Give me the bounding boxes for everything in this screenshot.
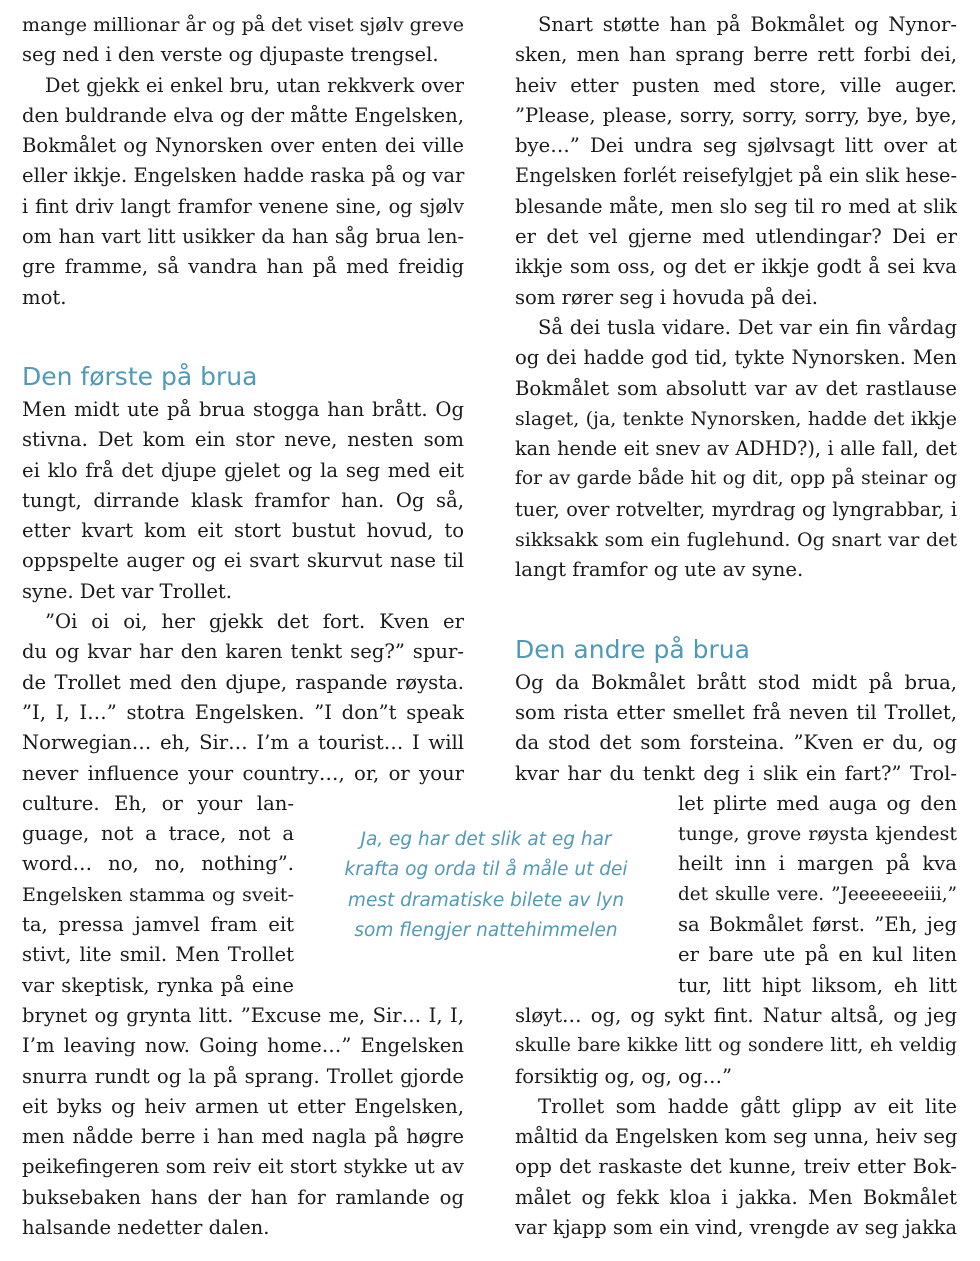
text-line: peikefingeren som reiv eit stort stykke ut av — [22, 1155, 464, 1179]
text-line: i fint driv langt framfor venene sine, og sjølv — [22, 194, 464, 218]
text-line: ”Please, please, sorry, sorry, sorry, bye, bye, — [515, 103, 957, 127]
text-line: ”Oi oi oi, her gjekk det fort. Kven er — [45, 610, 464, 634]
text-line: du og kvar har den karen tenkt seg?” spur- — [22, 640, 464, 664]
text-line: stivt, lite smil. Men Trollet — [22, 943, 294, 967]
section-heading: Den første på brua — [22, 361, 258, 391]
text-line: ei klo frå det djupe gjelet og la seg med eit — [22, 458, 464, 482]
text-line: stivna. Det kom ein stor neve, nesten som — [22, 428, 464, 452]
text-line: tungt, dirrande klask framfor han. Og så, — [22, 488, 464, 512]
text-line: Norwegian… eh, Sir… I’m a tourist… I will — [22, 731, 464, 755]
text-line: oppspelte auger og ei svart skurvut nase til — [22, 549, 464, 573]
text-line: var skeptisk, rynka på eine — [22, 973, 294, 997]
text-line: er det vel gjerne med utlendingar? Dei er — [515, 225, 957, 249]
text-line: for av garde både hit og dit, opp på steinar og — [515, 468, 957, 490]
text-line: blesande måte, men slo seg til ro med at slik — [515, 194, 957, 218]
text-line: sa Bokmålet først. ”Eh, jeg — [678, 913, 957, 937]
text-line: halsande nedetter dalen. — [22, 1215, 270, 1239]
text-line: Trollet som hadde gått glipp av eit lite — [538, 1094, 957, 1118]
text-line: målet og fekk kloa i jakka. Men Bokmålet — [515, 1185, 957, 1209]
text-line: sløyt… og, og sykt fint. Natur altså, og jeg — [515, 1003, 957, 1027]
text-line: tunge, grove røysta kjendest — [678, 823, 957, 846]
text-line: men nådde berre i han med nagla på høgre — [22, 1125, 464, 1149]
text-line: måltid da Engelsken kom seg unna, heiv seg — [515, 1125, 958, 1149]
text-line: syne. Det var Trollet. — [22, 579, 233, 603]
text-line: heilt inn i margen på kva — [678, 852, 957, 876]
text-line: heiv etter pusten med store, ville auger. — [515, 73, 957, 97]
text-line: ta, pressa jamvel fram eit — [22, 913, 294, 937]
text-line: Og da Bokmålet brått stod midt på brua, — [515, 670, 957, 694]
text-line: slaget, (ja, tenkte Nynorsken, hadde det ikkje — [515, 407, 957, 430]
text-line: kan hende eit snev av ADHD?), i alle fall, det — [515, 437, 957, 461]
text-line: det skulle vere. ”Jeeeeeeeiii,” — [678, 883, 957, 905]
text-line: kvar har du tenkt deg i slik ein fart?” Trol- — [515, 761, 957, 785]
text-line: sikksakk som ein fuglehund. Og snart var det — [515, 529, 957, 552]
text-line: da stod det som forsteina. ”Kven er du, og — [515, 731, 957, 755]
text-line: opp det raskaste det kunne, treiv etter Bok- — [515, 1155, 957, 1179]
text-line: etter kvart kom eit stort bustut hovud, to — [22, 519, 464, 543]
text-line: Men midt ute på brua stogga han brått. Og — [22, 397, 464, 421]
text-line: gre framme, så vandra han på med freidig — [22, 255, 464, 279]
text-line: ikkje som oss, og det er ikkje godt å sei kva — [515, 255, 957, 279]
text-line: de Trollet med den djupe, raspande røysta. — [22, 670, 464, 694]
text-line: Engelsken forlét reisefylgjet på ein slik hese- — [515, 164, 957, 188]
text-line: guage, not a trace, not a — [22, 822, 294, 846]
text-line: Bokmålet som absolutt var av det rastlause — [515, 376, 957, 400]
text-line: tuer, over rotvelter, myrdrag og lyngrabbar, i — [515, 497, 957, 521]
text-line: tur, litt hipt liksom, eh litt — [678, 973, 957, 997]
text-line: skulle bare kikke litt og sondere litt, eh veldig — [515, 1035, 957, 1057]
text-line: som rører seg i hovuda på dei. — [515, 285, 818, 309]
text-line: seg ned i den verste og djupaste trengsel. — [22, 43, 439, 67]
text-line: brynet og grynta litt. ”Excuse me, Sir… I, I, — [22, 1003, 464, 1027]
section-heading: Den andre på brua — [515, 634, 750, 664]
text-line: om han vart litt usikker da han såg brua len- — [22, 225, 464, 249]
text-line: var kjapp som ein vind, vrengde av seg jakka — [515, 1215, 957, 1239]
pull-quote-line: som flengjer nattehimmelen — [354, 919, 618, 941]
text-line: Bokmålet og Nynorsken over enten dei ville — [22, 134, 464, 158]
left-column — [22, 10, 464, 1243]
text-line: er bare ute på en kul liten — [678, 943, 957, 967]
text-line: snurra rundt og la på sprang. Trollet gjorde — [22, 1064, 464, 1088]
text-line: word… no, no, nothing”. — [22, 852, 294, 876]
text-line: Så dei tusla vidare. Det var ein fin vårdag — [538, 315, 957, 339]
text-line: eit byks og heiv armen ut etter Engelsken, — [22, 1094, 464, 1118]
pull-quote — [316, 825, 656, 946]
text-line: Engelsken stamma og sveit- — [22, 883, 294, 906]
pull-quote-line: mest dramatiske bilete av lyn — [347, 889, 625, 911]
text-line: mot. — [22, 285, 67, 309]
pull-quote-line: Ja, eg har det slik at eg har — [360, 829, 612, 850]
pull-quote-line: krafta og orda til å måle ut dei — [344, 859, 628, 881]
text-line: sken, men han sprang berre rett forbi dei, — [515, 43, 957, 67]
text-line: eller ikkje. Engelsken hadde raska på og var — [22, 164, 465, 188]
text-line: og dei hadde god tid, tykte Nynorsken. Men — [515, 346, 957, 370]
text-line: ”I, I, I…” stotra Engelsken. ”I don”t speak — [22, 700, 464, 724]
text-line: mange millionar år og på det viset sjølv greve — [22, 14, 465, 36]
text-line: let plirte med auga og den — [678, 791, 957, 815]
text-line: never influence your country…, or, or your — [22, 761, 464, 785]
text-line: buksebaken hans der han for ramlande og — [22, 1185, 464, 1209]
text-line: Snart støtte han på Bokmålet og Nynor- — [538, 13, 957, 36]
text-line: den buldrande elva og der måtte Engelsken, — [22, 103, 464, 127]
text-line: Det gjekk ei enkel bru, utan rekkverk over — [45, 73, 464, 97]
right-column — [515, 10, 957, 1243]
text-line: I’m leaving now. Going home…” Engelsken — [22, 1034, 464, 1058]
text-line: bye…” Dei undra seg sjølvsagt litt over at — [515, 134, 957, 158]
text-line: langt framfor og ute av syne. — [515, 558, 804, 582]
text-line: culture. Eh, or your lan- — [22, 791, 294, 815]
text-line: forsiktig og, og, og…” — [515, 1064, 733, 1088]
text-line: som rista etter smellet frå neven til Trollet, — [515, 700, 957, 724]
